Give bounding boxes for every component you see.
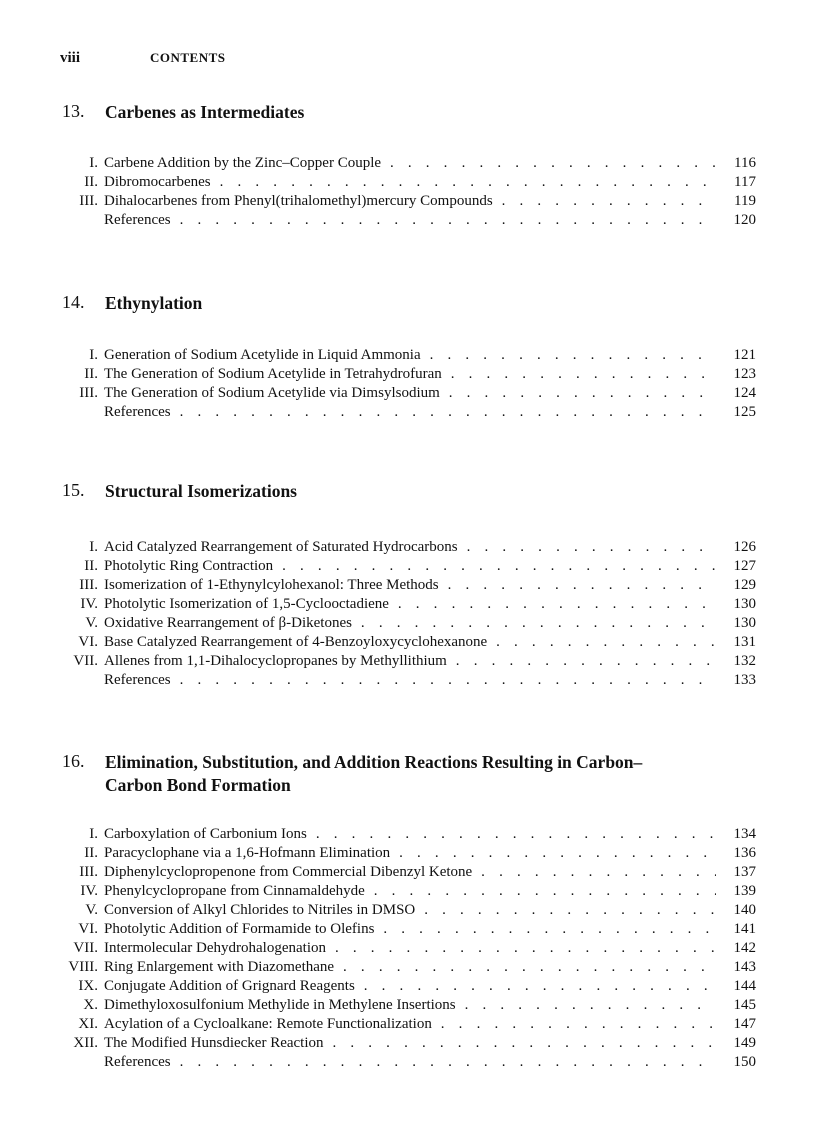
entry-title: Paracyclophane via a 1,6-Hofmann Elimination . . .: [104, 844, 716, 863]
entry-numeral: II.: [84, 845, 98, 861]
page-number: viii: [60, 50, 81, 66]
entry-page: 143: [720, 958, 756, 977]
toc-entry[interactable]: [0, 958, 816, 977]
entry-numeral: VII.: [73, 653, 98, 669]
entry-page: 141: [720, 920, 756, 939]
entry-title: Acylation of a Cycloalkane: Remote Functionalization . . .: [104, 1015, 716, 1034]
entry-numeral: I.: [89, 539, 98, 555]
toc-entry[interactable]: [0, 576, 816, 595]
entry-page: 117: [720, 173, 756, 192]
chapter-number: 15.: [62, 480, 85, 500]
toc-entry[interactable]: [0, 882, 816, 901]
entry-numeral: VI.: [78, 921, 98, 937]
entry-title: Dimethyloxosulfonium Methylide in Methylene Insertions . . .: [104, 996, 716, 1015]
entry-title: References . . .: [104, 403, 716, 422]
entry-title: Acid Catalyzed Rearrangement of Saturated Hydrocarbons . . .: [104, 538, 716, 557]
entry-numeral: III.: [79, 193, 98, 209]
toc-entries: [0, 825, 816, 1072]
chapter-13: [0, 101, 816, 228]
toc-entry[interactable]: [0, 1034, 816, 1053]
entry-page: 149: [720, 1034, 756, 1053]
toc-entry[interactable]: [0, 173, 816, 192]
toc-entries: [0, 538, 816, 690]
entry-numeral: III.: [79, 385, 98, 401]
toc-entry[interactable]: [0, 614, 816, 633]
entry-page: 123: [720, 365, 756, 384]
entry-title: Oxidative Rearrangement of β-Diketones . . .: [104, 614, 716, 633]
toc-entry[interactable]: [0, 346, 816, 365]
chapter-number: 14.: [62, 292, 85, 312]
entry-title: Diphenylcyclopropenone from Commercial Dibenzyl Ketone . . .: [104, 863, 716, 882]
chapter-title: Structural Isomerizations: [105, 481, 297, 501]
toc-entry[interactable]: [0, 901, 816, 920]
toc-entry[interactable]: [0, 403, 816, 422]
toc-entry[interactable]: [0, 671, 816, 690]
entry-numeral: I.: [89, 347, 98, 363]
toc-entry[interactable]: [0, 211, 816, 230]
toc-entry[interactable]: [0, 1053, 816, 1072]
entry-page: 124: [720, 384, 756, 403]
entry-title: References . . .: [104, 211, 716, 230]
entry-numeral: II.: [84, 174, 98, 190]
entry-title: Photolytic Isomerization of 1,5-Cyclooctadiene . . .: [104, 595, 716, 614]
entry-page: 125: [720, 403, 756, 422]
entry-title: References . . .: [104, 1053, 716, 1072]
toc-entry[interactable]: [0, 192, 816, 211]
entry-title: Photolytic Addition of Formamide to Olefins . . .: [104, 920, 716, 939]
chapter-number: 16.: [62, 751, 85, 771]
entry-title: Base Catalyzed Rearrangement of 4-Benzoyloxycyclohexanone . . .: [104, 633, 716, 652]
entry-page: 142: [720, 939, 756, 958]
entry-page: 144: [720, 977, 756, 996]
toc-entry[interactable]: [0, 595, 816, 614]
toc-entry[interactable]: [0, 557, 816, 576]
toc-entry[interactable]: [0, 538, 816, 557]
toc-entry[interactable]: [0, 384, 816, 403]
entry-title: Photolytic Ring Contraction . . .: [104, 557, 716, 576]
entry-page: 129: [720, 576, 756, 595]
entry-page: 150: [720, 1053, 756, 1072]
entry-title: Conversion of Alkyl Chlorides to Nitriles in DMSO . . .: [104, 901, 716, 920]
entry-numeral: II.: [84, 558, 98, 574]
chapter-title: Elimination, Substitution, and Addition Reactions Resulting in Carbon–Carbon Bond Formation: [105, 752, 643, 795]
toc-entry[interactable]: [0, 365, 816, 384]
chapter-16: [0, 751, 816, 1070]
toc-entry[interactable]: [0, 633, 816, 652]
entry-title: The Generation of Sodium Acetylide via Dimsylsodium . . .: [104, 384, 716, 403]
entry-numeral: VI.: [78, 634, 98, 650]
entry-numeral: III.: [79, 577, 98, 593]
entry-page: 119: [720, 192, 756, 211]
entry-title: Conjugate Addition of Grignard Reagents . . .: [104, 977, 716, 996]
entry-page: 137: [720, 863, 756, 882]
toc-entry[interactable]: [0, 1015, 816, 1034]
entry-page: 147: [720, 1015, 756, 1034]
entry-numeral: IV.: [80, 883, 98, 899]
entry-title: Dibromocarbenes . . .: [104, 173, 716, 192]
entry-numeral: II.: [84, 366, 98, 382]
entry-numeral: VII.: [73, 940, 98, 956]
entry-title: Ring Enlargement with Diazomethane . . .: [104, 958, 716, 977]
entry-page: 133: [720, 671, 756, 690]
entry-page: 130: [720, 614, 756, 633]
entry-page: 132: [720, 652, 756, 671]
entry-title: References . . .: [104, 671, 716, 690]
entry-title: The Modified Hunsdiecker Reaction . . .: [104, 1034, 716, 1053]
toc-entry[interactable]: [0, 939, 816, 958]
entry-numeral: X.: [83, 997, 98, 1013]
entry-numeral: V.: [85, 615, 98, 631]
entry-page: 140: [720, 901, 756, 920]
entry-page: 136: [720, 844, 756, 863]
toc-entry[interactable]: [0, 825, 816, 844]
entry-page: 130: [720, 595, 756, 614]
entry-page: 126: [720, 538, 756, 557]
entry-title: Carbene Addition by the Zinc–Copper Couple . . .: [104, 154, 716, 173]
toc-entries: [0, 154, 816, 230]
entry-numeral: IX.: [78, 978, 98, 994]
toc-entry[interactable]: [0, 844, 816, 863]
chapter-title: Carbenes as Intermediates: [105, 102, 305, 122]
toc-entry[interactable]: [0, 920, 816, 939]
entry-title: The Generation of Sodium Acetylide in Tetrahydrofuran . . .: [104, 365, 716, 384]
chapter-title: Ethynylation: [105, 293, 203, 313]
toc-entries: [0, 346, 816, 422]
toc-entry[interactable]: [0, 154, 816, 173]
entry-numeral: I.: [89, 155, 98, 171]
running-title: CONTENTS: [150, 50, 226, 65]
toc-entry[interactable]: [0, 652, 816, 671]
toc-entry[interactable]: [0, 996, 816, 1015]
toc-entry[interactable]: [0, 977, 816, 996]
chapter-number: 13.: [62, 101, 85, 121]
entry-title: Intermolecular Dehydrohalogenation . . .: [104, 939, 716, 958]
entry-title: Dihalocarbenes from Phenyl(trihalomethyl)mercury Compounds . . .: [104, 192, 716, 211]
entry-numeral: V.: [85, 902, 98, 918]
entry-title: Allenes from 1,1-Dihalocyclopropanes by Methyllithium . . .: [104, 652, 716, 671]
entry-numeral: IV.: [80, 596, 98, 612]
entry-page: 127: [720, 557, 756, 576]
entry-title: Carboxylation of Carbonium Ions . . .: [104, 825, 716, 844]
entry-page: 121: [720, 346, 756, 365]
entry-title: Isomerization of 1-Ethynylcylohexanol: Three Methods . . .: [104, 576, 716, 595]
running-head: [60, 50, 226, 67]
toc-entry[interactable]: [0, 863, 816, 882]
entry-title: Generation of Sodium Acetylide in Liquid Ammonia . . .: [104, 346, 716, 365]
entry-page: 131: [720, 633, 756, 652]
entry-numeral: XI.: [78, 1016, 98, 1032]
entry-page: 145: [720, 996, 756, 1015]
entry-page: 120: [720, 211, 756, 230]
entry-numeral: I.: [89, 826, 98, 842]
entry-page: 116: [720, 154, 756, 173]
entry-page: 134: [720, 825, 756, 844]
entry-page: 139: [720, 882, 756, 901]
entry-numeral: VIII.: [68, 959, 98, 975]
entry-title: Phenylcyclopropane from Cinnamaldehyde . . .: [104, 882, 716, 901]
chapter-15: [0, 480, 816, 688]
entry-numeral: XII.: [73, 1035, 98, 1051]
chapter-14: [0, 292, 816, 420]
entry-numeral: III.: [79, 864, 98, 880]
